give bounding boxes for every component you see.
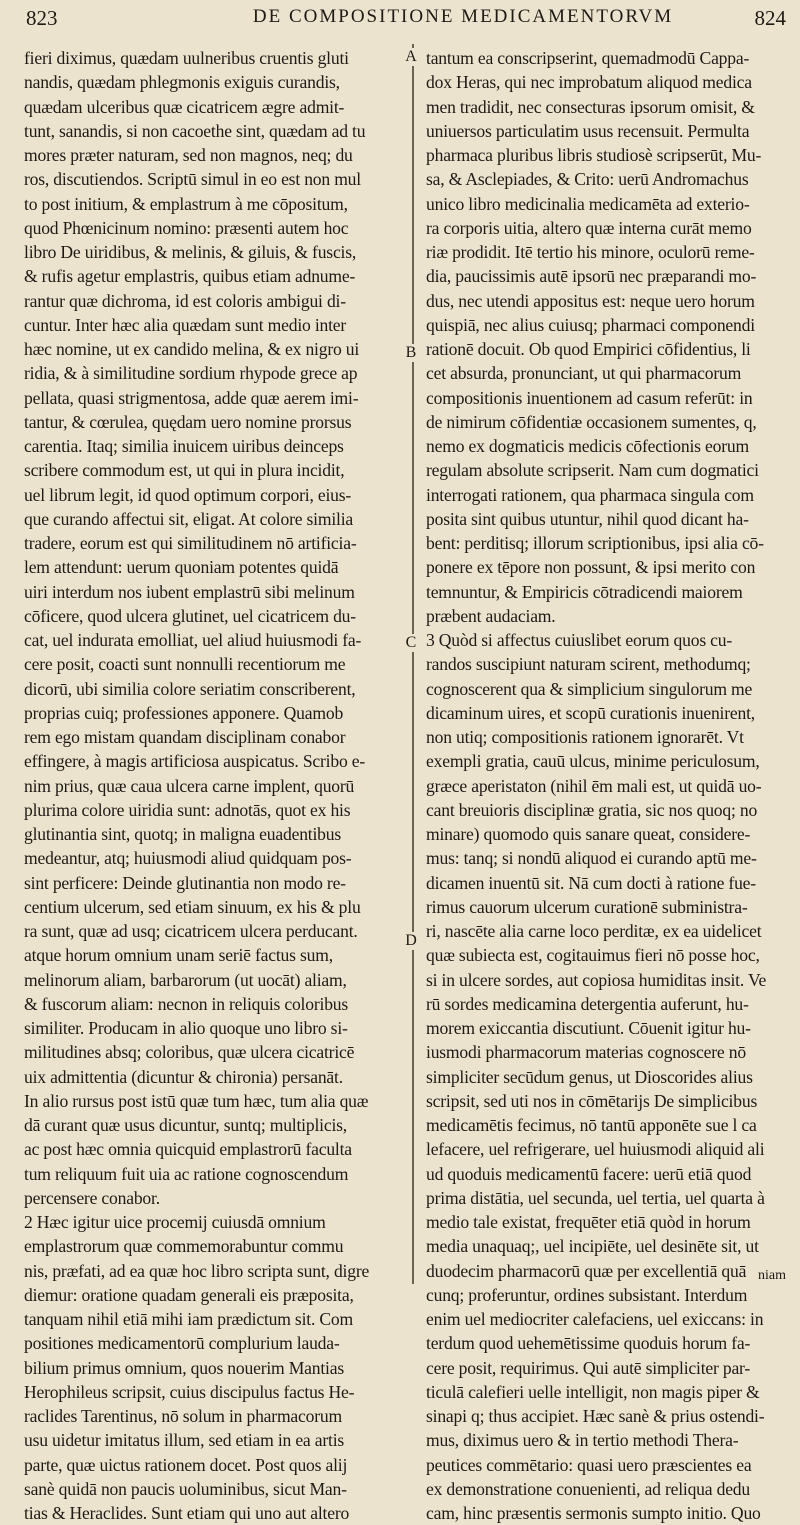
text-line: randos suscipiunt naturam scirent, methodumq; <box>426 654 751 675</box>
text-line: & rufis agetur emplastris, quibus etiam adnume- <box>24 266 356 287</box>
text-line: duodecim pharmacorū quæ per excellentiā quā <box>426 1260 747 1281</box>
text-line: bent: perditisq; illorum scriptionibus, ipsi alia cō- <box>426 533 764 553</box>
text-line: In alio rursus post istū quæ tum hæc, tum alia quæ <box>24 1090 369 1111</box>
text-line: non utiq; compositionis rationem ignorarēt. Vt <box>426 727 744 747</box>
margin-letter-d: D <box>402 932 420 950</box>
margin-letter-c: C <box>402 634 420 652</box>
text-line: usu uidetur imitatus illum, sed etiam in ea artis <box>24 1430 345 1451</box>
text-line: sanè quidā non paucis uoluminibus, sicut Man- <box>24 1478 347 1499</box>
text-line: unico libro medicinalia medicamēta ad exterio- <box>426 193 750 214</box>
text-line: riæ prodidit. Itē tertio his minore, oculorū reme- <box>426 242 755 262</box>
text-line: cuntur. Inter hæc alia quædam sunt medio inter <box>24 314 347 335</box>
text-line: iusmodi pharmacorum materias cognoscere nō <box>426 1042 746 1063</box>
text-line: dus, nec utendi appositus est: neque uero horum <box>426 290 755 311</box>
text-line: enim uel mediocriter calefaciens, uel exiccans: in <box>426 1309 764 1329</box>
text-line: medio tale existat, frequēter etiā quòd in horum <box>426 1212 751 1232</box>
text-line: scribere commodum est, ut qui in plura incidit, <box>24 460 345 481</box>
text-line: ri, nascēte alia carne loco perditæ, ex ea uidelicet <box>426 921 762 941</box>
text-line: temnuntur, & Empiricis cōtradicendi maiorem <box>426 581 743 602</box>
catchword: niam <box>758 1268 786 1283</box>
text-line: cōficere, quod ulcera glutinet, uel cicatricem du- <box>24 605 356 626</box>
text-line: proprias cuiq; professiones apponere. Quamob <box>24 702 344 723</box>
text-line: similiter. Producam in alio quoque uno libro si- <box>24 1018 348 1038</box>
text-line: Herophileus scripsit, cuius discipulus factus He- <box>24 1381 355 1402</box>
text-line: dicamen inuentū sit. Nā cum docti à ratione fue- <box>426 872 756 893</box>
text-line: scripsit, sed uti nos in cōmētarijs De simplicibus <box>426 1090 758 1111</box>
text-line: carentia. Itaq; similia inuicem uiribus deinceps <box>24 436 344 456</box>
page-number-left: 823 <box>26 6 58 30</box>
text-line: melinorum aliam, barbarorum (ut uocāt) aliam, <box>24 969 347 990</box>
text-line: de nimirum cōfidentiæ occasionem sumentes, q, <box>426 411 757 432</box>
text-line: ponere ex tēpore non possunt, & ipsi merito con <box>426 557 756 578</box>
text-line: tunt, sanandis, si non cacoethe sint, quædam ad tu <box>24 120 366 141</box>
text-line: lem attendunt: uerum quoniam potentes quidā <box>24 557 339 578</box>
text-line: uix admittentia (dicuntur & chironia) persanāt. <box>24 1066 343 1087</box>
page-number-right: 824 <box>754 6 786 30</box>
text-line: medeantur, atq; huiusmodi aliud quidquam pos- <box>24 848 352 869</box>
text-line: pharmaca pluribus libris studiosè scripserūt, Mu- <box>426 145 762 165</box>
text-line: mus, diximus uero & in tertio methodi Thera- <box>426 1430 739 1451</box>
text-line: quispiā, nec alius cuiusq; pharmaci componendi <box>426 314 755 335</box>
text-line: terdum quod uehemētissime quoduis horum fa- <box>426 1333 751 1354</box>
text-line: ac post hæc omnia quicquid emplastrorū faculta <box>24 1139 352 1160</box>
text-line: cam, hinc præsentis sermonis sumpto initio. Quo <box>426 1503 761 1523</box>
text-line: sinapi q; thus accipiet. Hæc sanè & prius ostendi- <box>426 1406 765 1426</box>
text-line: parte, quæ uictus rationem docet. Post quos alij <box>24 1454 348 1475</box>
text-line: ridia, & à similitudine sordium rhypode grece ap <box>24 363 358 384</box>
text-line: tantur, & cœrulea, quędam uero nomine prorsus <box>24 411 352 432</box>
text-line: fieri diximus, quædam uulneribus cruentis gluti <box>24 48 349 68</box>
text-line: quædam ulceribus quæ cicatricem ægre admit- <box>24 96 345 117</box>
text-line: compositionis inuentionem ad casum referūt: in <box>426 387 753 408</box>
text-line: ud quoduis medicamentū facere: uerū etiā quod <box>426 1163 752 1184</box>
text-line: cat, uel indurata emolliat, uel aliud huiusmodi fa- <box>24 630 362 650</box>
left-text-column <box>24 46 402 1523</box>
text-line: prima distātia, uel secunda, uel tertia, uel quarta à <box>426 1187 765 1208</box>
text-line: quæ subiecta est, cogitauimus fieri nō posse hoc, <box>426 945 760 966</box>
page-header <box>0 0 800 46</box>
text-line: nis, præfati, ad ea quæ hoc libro scripta sunt, digre <box>24 1260 370 1281</box>
text-line: mores præter naturam, sed non magnos, neq; du <box>24 145 353 165</box>
text-line: 2 Hæc igitur uice procemij cuiusdā omnium <box>24 1212 326 1232</box>
text-line: cere posit, coacti sunt nonnulli recentiorum me <box>24 654 346 675</box>
text-line: præbent audaciam. <box>426 605 556 626</box>
text-line: tias & Heraclides. Sunt etiam qui uno aut altero <box>24 1503 350 1523</box>
text-line: exempli gratia, cauū ulcus, minime periculosum, <box>426 751 760 772</box>
text-line: rimus cauorum ulcerum curationē subministra- <box>426 896 748 917</box>
text-line: lefacere, uel refrigerare, uel huiusmodi aliquid ali <box>426 1139 765 1160</box>
text-line: cunq; proferuntur, ordines subsistant. Interdum <box>426 1284 748 1305</box>
text-line: dicaminum uires, et scopū curationis inuenirent, <box>426 702 755 723</box>
text-line: libro De uiridibus, & melinis, & giluis, & fuscis, <box>24 242 357 262</box>
text-line: simpliciter secūdum genus, ut Dioscorides alius <box>426 1066 753 1087</box>
text-line: tum reliquum fuit uia ac ratione cognoscendum <box>24 1163 349 1184</box>
text-line: rationē docuit. Ob quod Empirici cōfidentius, li <box>426 339 751 359</box>
text-line: peutices commētario: quasi uero præscientes ea <box>426 1454 752 1475</box>
text-line: percensere conabor. <box>24 1187 160 1208</box>
text-line: tradere, eorum est qui similitudinem nō artificia- <box>24 533 357 553</box>
text-line: regulam absolute scripserit. Nam cum dogmatici <box>426 460 759 481</box>
text-line: sa, & Asclepiades, & Crito: uerū Andromachus <box>426 169 749 190</box>
text-line: dia, paucissimis autē ipsorū nec præparandi mo- <box>426 266 757 287</box>
text-line: interrogati rationem, qua pharmaca singula com <box>426 484 754 505</box>
text-line: rū sordes medicamina detergentia auferunt, hu- <box>426 993 749 1014</box>
text-line: rem ego mistam quandam disciplinam conabor <box>24 727 346 747</box>
right-text-column <box>426 46 792 1523</box>
text-line: pellata, quasi strigmentosa, adde quæ aerem imi- <box>24 387 359 408</box>
text-line: cet absurda, pronunciant, ut qui pharmacorum <box>426 363 742 384</box>
text-line: ex demonstratione conuenienti, ad reliqua dedu <box>426 1478 750 1499</box>
text-line: sint perficere: Deinde glutinantia non modo re- <box>24 872 346 893</box>
text-line: 3 Quòd si affectus cuiuslibet eorum quos cu- <box>426 630 733 650</box>
text-line: minare) quomodo quis sanare queat, considere- <box>426 824 751 844</box>
text-line: cant breuioris disciplinæ gratia, sic nos quoq; no <box>426 799 758 820</box>
text-line: to post initium, & emplastrum à me cōpositum, <box>24 193 348 214</box>
text-line: uiri interdum nos iubent emplastrū sibi melinum <box>24 581 355 602</box>
text-line: ra sunt, quæ ad usq; cicatricem ulcera perducant. <box>24 921 358 941</box>
text-line: nemo ex dogmaticis medicis cōfectionis eorum <box>426 436 749 456</box>
text-line: rantur quæ dichroma, id est coloris ambigui di- <box>24 290 346 311</box>
text-line: uel librum legit, id quod optimum corpori, eius- <box>24 484 352 505</box>
text-line: ra corporis uitia, altero quæ interna curāt memo <box>426 217 752 238</box>
text-line: effingere, à magis artificiosa auspicatus. Scribo e- <box>24 751 366 772</box>
text-line: dox Heras, qui nec improbatum aliquod medica <box>426 72 752 93</box>
text-line: quod Phœnicinum nomino: præsenti autem hoc <box>24 217 349 238</box>
running-title: DE COMPOSITIONE MEDICAMENTORVM <box>252 6 674 27</box>
text-line: raclides Tarentinus, nō solum in pharmacorum <box>24 1406 342 1426</box>
text-line: posita sint quibus utuntur, nihil quod dicant ha- <box>426 508 749 529</box>
text-line: græce aperistaton (nihil ēm mali est, ut quidā uo- <box>426 775 762 796</box>
text-line: medicamētis fecimus, nō tantū apponēte sue l ca <box>426 1115 757 1135</box>
text-line: ticulā calefieri uelle intelligit, non magis piper & <box>426 1381 760 1402</box>
margin-letter-a: A <box>402 48 420 66</box>
text-line: que curando affectui sit, eligat. At colore similia <box>24 508 354 529</box>
text-line: media unaquaq;, uel incipiēte, uel desinēte sit, ut <box>426 1236 759 1257</box>
text-line: tanquam nihil etiā mihi iam prædictum sit. Com <box>24 1309 353 1329</box>
text-line: dicorū, ubi similia colore seriatim conscriberent, <box>24 678 356 699</box>
margin-letter-b: B <box>402 344 420 362</box>
text-line: nim prius, quæ caua ulcera carne implent, quorū <box>24 775 355 796</box>
text-line: atque horum omnium unam seriē factus sum, <box>24 945 333 966</box>
text-line: plurima colore uiridia sunt: adnotās, quot ex his <box>24 799 351 820</box>
text-line: hæc nomine, ut ex candido melina, & ex nigro ui <box>24 339 360 359</box>
text-line: diemur: oratione quadam generali eis præposita, <box>24 1284 354 1305</box>
text-line: morem exiccantia discutiunt. Cōuenit igitur hu- <box>426 1018 751 1038</box>
column-divider <box>412 44 414 1284</box>
text-line: glutinantia sint, quotq; in maligna euadentibus <box>24 824 342 844</box>
text-line: uniuersos particulatim usus recensuit. Permulta <box>426 120 750 141</box>
text-line: cere posit, requirimus. Qui autē simpliciter par- <box>426 1357 751 1378</box>
text-line: men tradidit, nec consecturas ipsorum omisit, & <box>426 96 755 117</box>
text-line: ros, discutiendos. Scriptū simul in eo est non mul <box>24 169 361 190</box>
text-line: nandis, quædam phlegmonis exiguis curandis, <box>24 72 340 93</box>
text-line: cognoscerent qua & simplicium singulorum me <box>426 678 753 699</box>
text-line: bilium primus omnium, quos nouerim Mantias <box>24 1357 345 1378</box>
text-line: dā curant quæ usus dicuntur, suntq; multiplicis, <box>24 1115 347 1135</box>
text-line: mus: tanq; si nondū aliquod ei curando aptū me- <box>426 848 757 869</box>
text-line: tantum ea conscripserint, quemadmodū Cappa- <box>426 48 750 68</box>
text-line: emplastrorum quæ commemorabuntur commu <box>24 1236 344 1257</box>
text-line: militudines absq; coloribus, quæ ulcera cicatricē <box>24 1042 355 1063</box>
text-line: positiones medicamentorū complurium lauda- <box>24 1333 340 1354</box>
text-line: si in ulcere sordes, aut copiosa humiditas insit. Ve <box>426 969 767 990</box>
text-line: centium ulcerum, sed etiam sinuum, ex his & plu <box>24 896 361 917</box>
text-line: & fuscorum aliam: necnon in reliquis coloribus <box>24 993 349 1014</box>
